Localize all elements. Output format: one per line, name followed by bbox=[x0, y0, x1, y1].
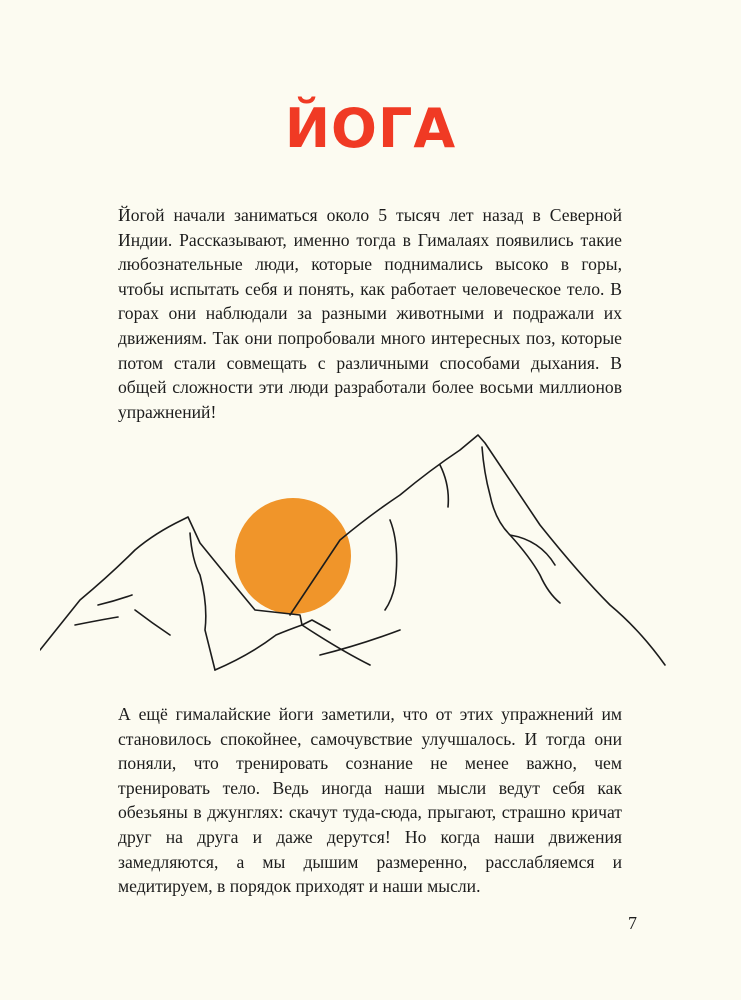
second-paragraph: А ещё гималайские йоги заметили, что от этих упражнений им становилось спокойнее, самочувствие улучшалось. И тогда они поняли, что тренировать сознание не менее важно, чем тренировать тело. Ведь иногда наши мысли ведут себя как обезьяны в джунглях: скачут туда-сюда, прыгают, страшно кричат друг на друга и даже дерутся! Но когда наши движения замедляются, а мы дышим размеренно, расслабляемся и медитируем, в порядок приходят и наши мысли. bbox=[118, 704, 622, 897]
page-title: ЙОГА bbox=[284, 97, 457, 160]
sun-icon bbox=[235, 498, 351, 614]
intro-paragraph: Йогой начали заниматься около 5 тысяч лет назад в Северной Индии. Рассказывают, именно тогда в Гималаях появились такие любознательные люди, которые поднимались высоко в горы, чтобы испытать себя и понять, как работает человеческое тело. В горах они наблюдали за разными животными и подражали их движениям. Так они попробовали много интересных поз, которые потом стали совмещать с различными способами дыхания. В общей сложности эти люди разработали более восьми миллионов упражнений! bbox=[118, 205, 622, 422]
right-mountain-ridge-icon bbox=[385, 447, 560, 610]
right-mountain-base-icon bbox=[320, 630, 400, 655]
middle-peak-icon bbox=[215, 620, 330, 670]
mountains-illustration bbox=[40, 425, 690, 695]
page-number: 7 bbox=[628, 913, 637, 933]
left-mountain-ridge-icon bbox=[75, 533, 215, 670]
